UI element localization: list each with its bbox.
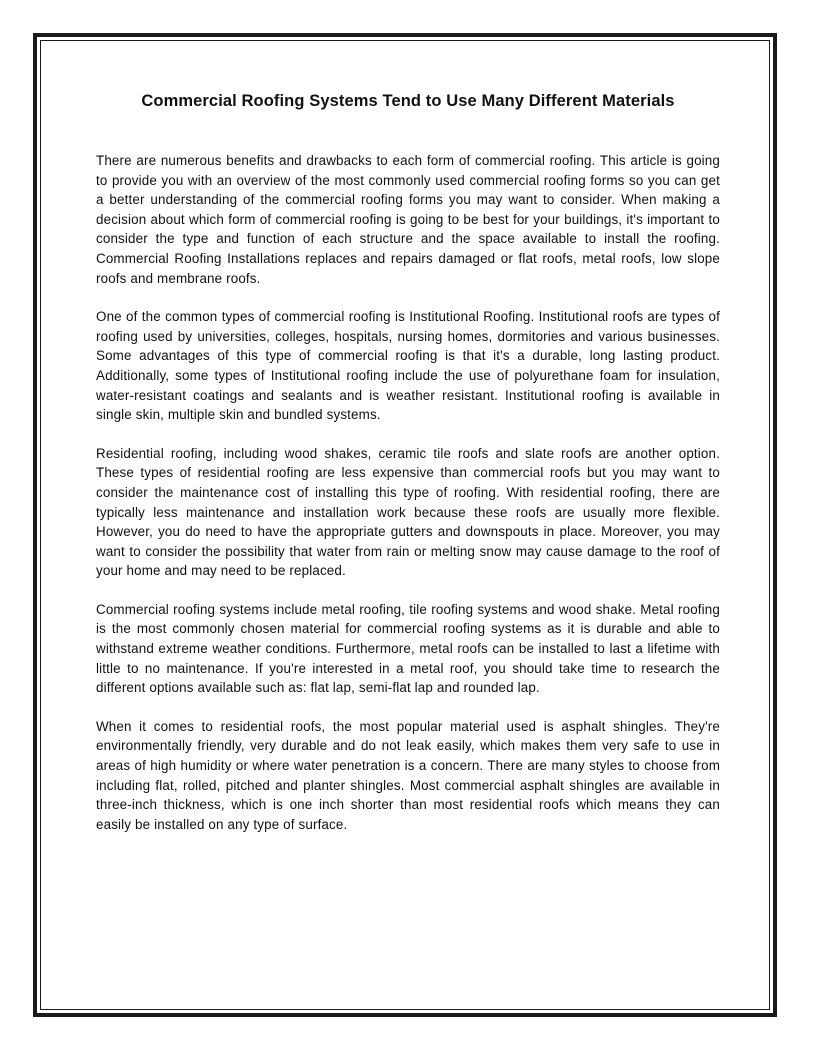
paragraph-2: One of the common types of commercial roofing is Institutional Roofing. Institutional roofs are types of roofing used by universities, colleges, hospitals, nursing homes, dormitories and various businesses. Some advantages of this type of commercial roofing is that it's a durable, long lasting product. Additionally, some types of Institutional roofing include the use of polyurethane foam for insulation, water-resistant coatings and sealants and is weather resistant. Institutional roofing is available in single skin, multiple skin and bundled systems.	[96, 309, 720, 423]
paragraph-5: When it comes to residential roofs, the most popular material used is asphalt shingles. They're environmentally friendly, very durable and do not leak easily, which makes them very safe to use in areas of high humidity or where water penetration is a concern. There are many styles to choose from including flat, rolled, pitched and planter shingles. Most commercial asphalt shingles are available in three-inch thickness, which is one inch shorter than most residential roofs which means they can easily be installed on any type of surface.	[96, 718, 720, 832]
paragraph-1: There are numerous benefits and drawbacks to each form of commercial roofing. This article is going to provide you with an overview of the most commonly used commercial roofing forms so you can get a better understanding of the commercial roofing forms you may want to consider. When making a decision about which form of commercial roofing is going to be best for your buildings, it's important to consider the type and function of each structure and the space available to install the roofing. Commercial Roofing Installations replaces and repairs damaged or flat roofs, metal roofs, low slope roofs and membrane roofs.	[96, 153, 720, 286]
document-title: Commercial Roofing Systems Tend to Use Many Different Materials	[141, 92, 675, 110]
paragraph-4: Commercial roofing systems include metal roofing, tile roofing systems and wood shake. Metal roofing is the most commonly chosen material for commercial roofing systems as it is durable and able to withstand extreme weather conditions. Furthermore, metal roofs can be installed to last a lifetime with little to no maintenance. If you're interested in a metal roof, you should take time to research the different options available such as: flat lap, semi-flat lap and rounded lap.	[96, 601, 720, 696]
document-body	[96, 92, 720, 853]
paragraph-3: Residential roofing, including wood shakes, ceramic tile roofs and slate roofs are another option. These types of residential roofing are less expensive than commercial roofs but you may want to consider the maintenance cost of installing this type of roofing. With residential roofing, there are typically less maintenance and installation work because these roofs are usually more flexible. However, you do need to have the appropriate gutters and downspouts in place. Moreover, you may want to consider the possibility that water from rain or melting snow may cause damage to the roof of your home and may need to be replaced.	[96, 445, 720, 579]
